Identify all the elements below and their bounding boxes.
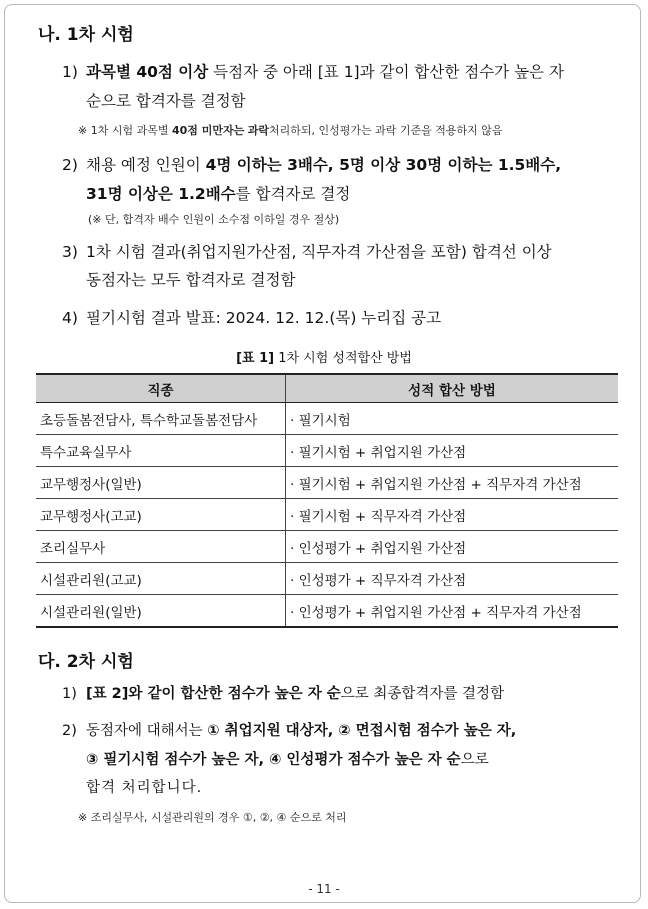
note-1-bold-1: 40점 미만자는: [171, 124, 245, 137]
item-2-line-1: [62, 150, 561, 180]
item-1-line-1: [62, 57, 564, 87]
table-row: [36, 499, 618, 531]
item-2-line-2: [86, 179, 350, 209]
table-cell-method: · 필기시험: [286, 403, 619, 435]
table-1-caption-text: 1차 시험 성적합산 방법: [274, 351, 412, 366]
item-1-line-2: 순으로 합격자를 결정함: [86, 92, 246, 110]
table-1-caption: [0, 347, 648, 366]
item-6-line-2: [86, 745, 489, 775]
item-1-number: 1): [62, 63, 78, 81]
table-cell-job: 조리실무사: [36, 531, 286, 563]
item-5: [62, 679, 504, 709]
table-row: [36, 435, 618, 467]
page-number: - 11 -: [308, 882, 340, 896]
item-2-note: (※ 단, 합격자 배수 인원이 소수점 이하일 경우 절상): [88, 213, 340, 226]
table-row: [36, 563, 618, 595]
table-cell-method: · 인성평가 + 취업지원 가산점: [286, 531, 619, 563]
item-2-bold-2: 31명 이상은 1.2배수: [86, 185, 236, 203]
item-6-line-1: [62, 716, 516, 746]
item-5-text: 으로 최종합격자를 결정함: [340, 686, 505, 702]
table-cell-job: 초등돌봄전담사, 특수학교돌봄전담사: [36, 403, 286, 435]
item-2-number: 2): [62, 156, 78, 174]
item-4-number: 4): [62, 309, 78, 327]
table-cell-job: 교무행정사(고교): [36, 499, 286, 531]
table-cell-job: 특수교육실무사: [36, 435, 286, 467]
item-3-number: 3): [62, 243, 78, 261]
item-3-text: 1차 시험 결과(취업지원가산점, 직무자격 가산점을 포함) 합격선 이상: [86, 243, 552, 261]
table-row: [36, 531, 618, 563]
table-cell-method: · 필기시험 + 취업지원 가산점 + 직무자격 가산점: [286, 467, 619, 499]
item-6-bold-2: ③ 필기시험 점수가 높은 자, ④ 인성평가 점수가 높은 자 순: [86, 752, 461, 768]
table-row: [36, 595, 618, 628]
item-6-line-3: 합격 처리합니다.: [86, 780, 203, 796]
item-2-bold-1: 4명 이하는 3배수, 5명 이상 30명 이하는 1.5배수,: [205, 156, 562, 174]
item-6-bold-1: ① 취업지원 대상자, ② 면접시험 점수가 높은 자,: [207, 723, 517, 739]
table-cell-job: 교무행정사(일반): [36, 467, 286, 499]
note-1-bold-2: 과락: [247, 124, 270, 137]
item-5-bold: [표 2]와 같이 합산한 점수가 높은 자 순: [86, 686, 341, 702]
item-1-text: 득점자 중 아래 [표 1]과 같이 합산한 점수가 높은 자: [208, 63, 564, 81]
table-header-job: 직종: [36, 374, 286, 403]
table-cell-method: · 필기시험 + 취업지원 가산점: [286, 435, 619, 467]
item-5-number: 1): [62, 686, 77, 702]
note-1-post: 처리하되, 인성평가는 과락 기준을 적용하지 않음: [269, 124, 503, 137]
table-row: [36, 403, 618, 435]
item-6-post: 으로: [460, 752, 489, 768]
table-cell-method: · 인성평가 + 직무자격 가산점: [286, 563, 619, 595]
table-header-row: [36, 374, 618, 403]
item-2-post: 를 합격자로 결정: [235, 185, 351, 203]
table-cell-method: · 인성평가 + 취업지원 가산점 + 직무자격 가산점: [286, 595, 619, 628]
table-cell-job: 시설관리원(고교): [36, 563, 286, 595]
item-4-text: 필기시험 결과 발표: 2024. 12. 12.(목) 누리집 공고: [86, 309, 442, 327]
item-6-pre: 동점자에 대해서는: [86, 723, 208, 739]
score-method-table: [36, 373, 618, 628]
note-1: [78, 122, 503, 138]
section-title-second-exam: 다. 2차 시험: [38, 652, 134, 672]
item-3-line-1: [62, 237, 552, 267]
table-header-method: 성적 합산 방법: [286, 374, 619, 403]
table-cell-method: · 필기시험 + 직무자격 가산점: [286, 499, 619, 531]
item-3-line-2: 동점자는 모두 합격자로 결정함: [86, 271, 296, 289]
table-cell-job: 시설관리원(일반): [36, 595, 286, 628]
item-2-pre: 채용 예정 인원이: [86, 156, 206, 174]
table-1-caption-label: [표 1]: [236, 351, 275, 366]
note-2: ※ 조리실무사, 시설관리원의 경우 ①, ②, ④ 순으로 처리: [78, 811, 347, 824]
table-row: [36, 467, 618, 499]
note-1-mark: ※: [78, 124, 88, 137]
item-4: [62, 303, 441, 333]
note-1-pre: 1차 시험 과목별: [87, 124, 172, 137]
item-6-number: 2): [62, 723, 77, 739]
item-1-bold: 과목별 40점 이상: [86, 63, 209, 81]
section-title-first-exam: 나. 1차 시험: [38, 25, 134, 45]
